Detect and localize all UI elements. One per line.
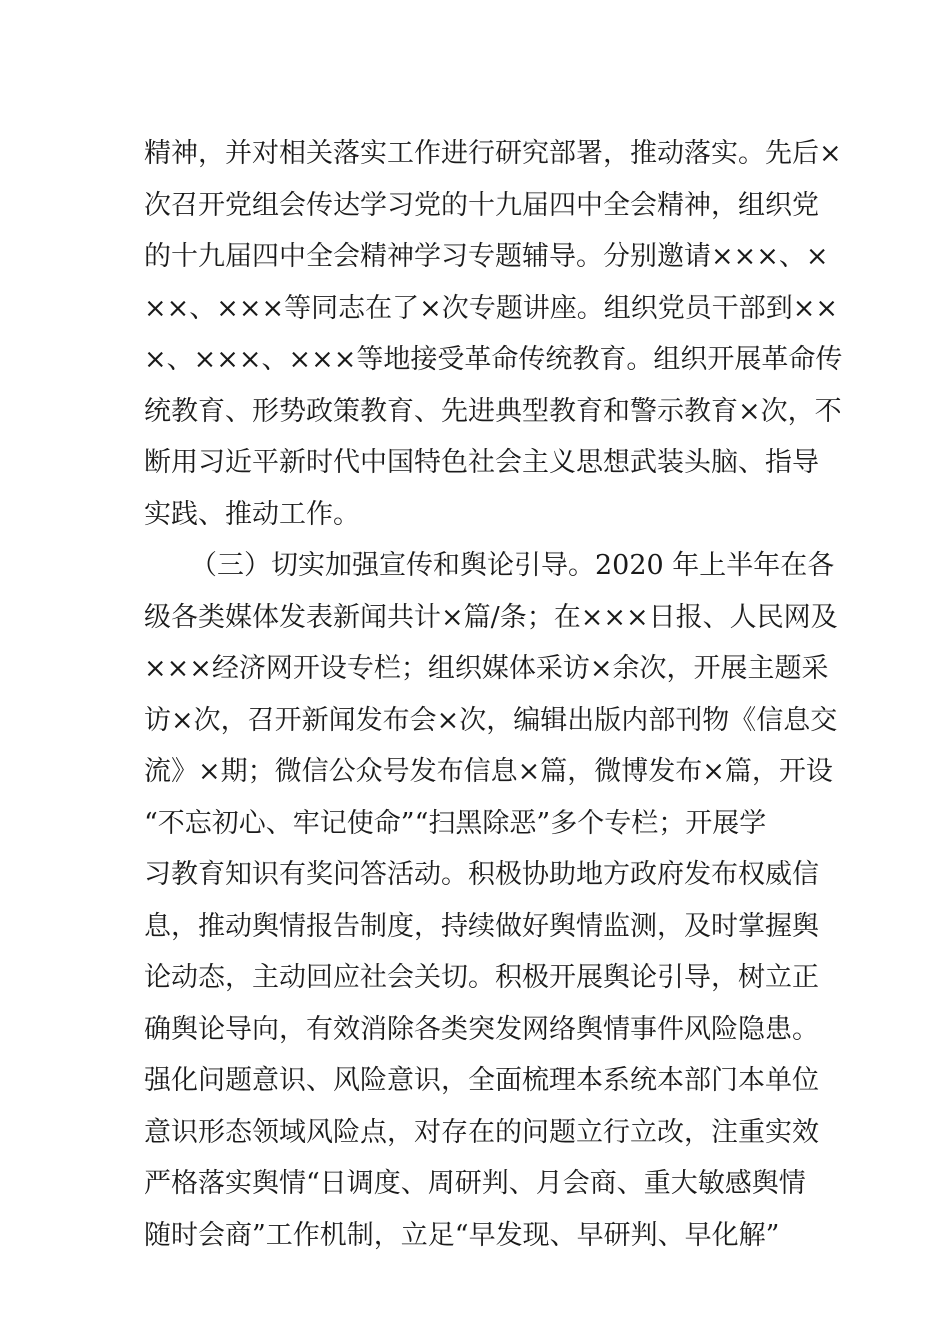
text-line: 严格落实舆情“日调度、周研判、月会商、重大敏感舆情 xyxy=(144,1168,806,1199)
text-line: 确舆论导向，有效消除各类突发网络舆情事件风险隐患。 xyxy=(144,1013,819,1045)
text-line: ××、×××等同志在了×次专题讲座。组织党员干部到×× xyxy=(144,292,838,324)
text-line: 意识形态领域风险点，对存在的问题立行立改，注重实效 xyxy=(144,1116,819,1148)
text-line: 实践、推动工作。 xyxy=(144,498,360,530)
text-line: ×××经济网开设专栏；组织媒体采访×余次，开展主题采 xyxy=(144,653,829,684)
text-line: 息，推动舆情报告制度，持续做好舆情监测，及时掌握舆 xyxy=(144,910,819,942)
text-line: 断用习近平新时代中国特色社会主义思想武装头脑、指导 xyxy=(144,447,819,478)
text-line: 流》×期；微信公众号发布信息×篇，微博发布×篇，开设 xyxy=(144,756,833,787)
section-heading-line: （三）切实加强宣传和舆论引导。2020 年上半年在各 xyxy=(190,550,835,581)
text-line: 次召开党组会传达学习党的十九届四中全会精神，组织党 xyxy=(144,189,819,221)
text-line: 的十九届四中全会精神学习专题辅导。分别邀请×××、× xyxy=(144,241,829,272)
text-line: 统教育、形势政策教育、先进典型教育和警示教育×次，不 xyxy=(144,395,842,427)
text-line: 强化问题意识、风险意识，全面梳理本系统本部门本单位 xyxy=(144,1065,819,1096)
text-line: “不忘初心、牢记使命”“扫黑除恶”多个专栏；开展学 xyxy=(144,807,767,839)
text-line: ×、×××、×××等地接受革命传统教育。组织开展革命传 xyxy=(144,344,843,375)
text-line: 级各类媒体发表新闻共计×篇/条；在×××日报、人民网及 xyxy=(144,601,838,633)
text-line: 随时会商”工作机制，立足“早发现、早研判、早化解” xyxy=(144,1219,780,1251)
text-line: 精神，并对相关落实工作进行研究部署，推动落实。先后× xyxy=(144,138,842,169)
body-text xyxy=(144,128,843,1261)
text-line: 访×次，召开新闻发布会×次，编辑出版内部刊物《信息交 xyxy=(144,704,838,736)
text-line: 论动态，主动回应社会关切。积极开展舆论引导，树立正 xyxy=(144,962,819,993)
text-line: 习教育知识有奖问答活动。积极协助地方政府发布权威信 xyxy=(144,859,819,890)
